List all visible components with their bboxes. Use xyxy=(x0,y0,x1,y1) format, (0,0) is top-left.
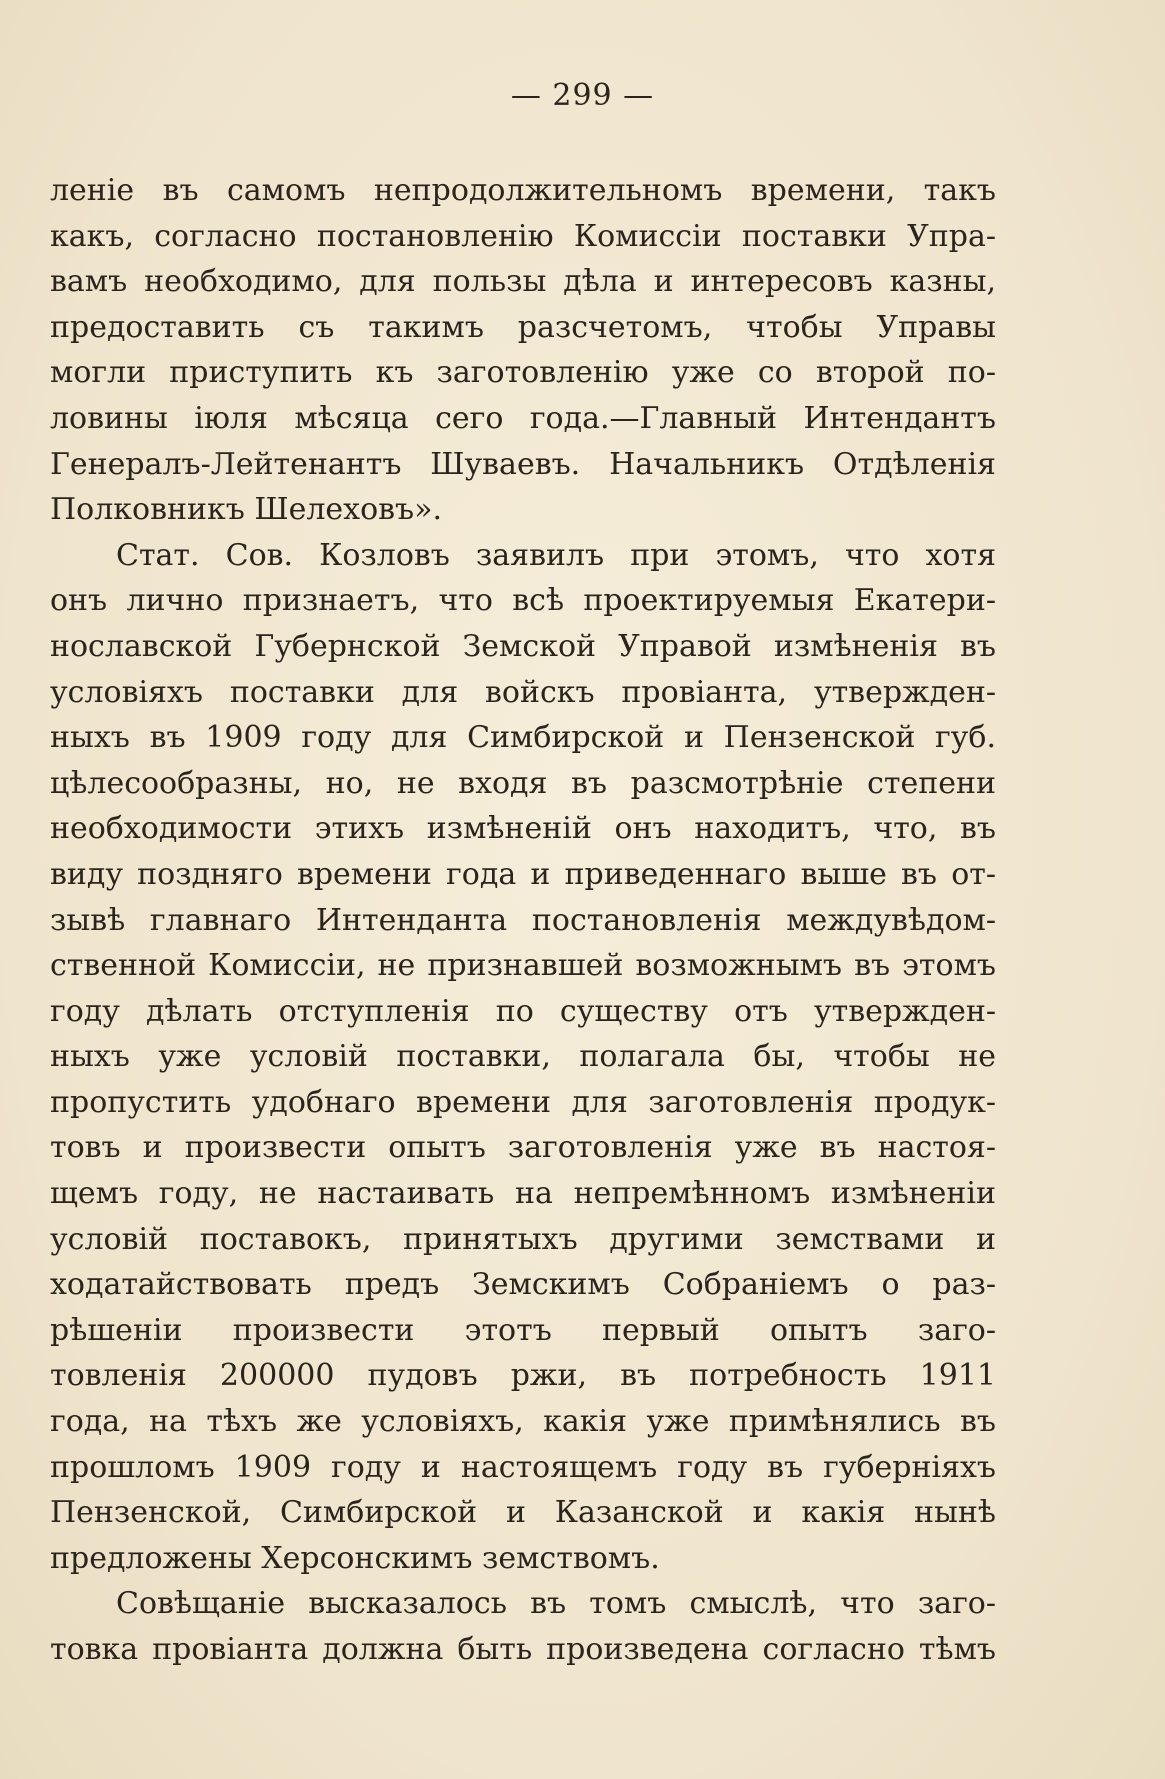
text-line: ловины іюля мѣсяца сего года.—Главный Интендантъ xyxy=(50,400,996,436)
text-line: могли приступить къ заготовленію уже со второй по- xyxy=(50,355,996,391)
text-line: Генералъ-Лейтенантъ Шуваевъ. Начальникъ Отдѣленія xyxy=(50,446,996,482)
text-line: Пензенской, Симбирской и Казанской и какія нынѣ xyxy=(50,1495,996,1531)
text-line: ныхъ уже условій поставки, полагала бы, чтобы не xyxy=(50,1039,996,1075)
text-line: зывѣ главнаго Интенданта постановленія междувѣдом- xyxy=(50,902,996,938)
text-line: предоставить съ такимъ разсчетомъ, чтобы Управы xyxy=(50,309,996,345)
text-line: какъ, согласно постановленію Комиссіи поставки Упра- xyxy=(50,218,996,254)
text-line: товка провіанта должна быть произведена согласно тѣмъ xyxy=(50,1632,996,1667)
text-line: нославской Губернской Земской Управой измѣненія въ xyxy=(50,628,996,664)
text-line: необходимости этихъ измѣненій онъ находитъ, что, въ xyxy=(50,811,996,847)
text-line: ходатайствовать предъ Земскимъ Собраніемъ о раз- xyxy=(50,1267,996,1303)
text-line: прошломъ 1909 году и настоящемъ году въ губерніяхъ xyxy=(50,1449,996,1485)
text-line: товленія 200000 пудовъ ржи, въ потребность 1911 xyxy=(50,1358,996,1394)
text-line: виду поздняго времени года и приведеннаго выше въ от- xyxy=(50,856,996,892)
text-line: Совѣщаніе высказалось въ томъ смыслѣ, что заго- xyxy=(116,1586,996,1622)
text-line: года, на тѣхъ же условіяхъ, какія уже примѣнялись въ xyxy=(50,1404,996,1440)
text-line: товъ и произвести опытъ заготовленія уже въ настоя- xyxy=(50,1130,996,1166)
text-line: ственной Комиссіи, не признавшей возможнымъ въ этомъ xyxy=(50,948,996,984)
text-line: пропустить удобнаго времени для заготовленія продук- xyxy=(50,1084,996,1120)
paragraph-2 xyxy=(50,533,996,1582)
text-line: году дѣлать отступленія по существу отъ утвержден- xyxy=(50,993,996,1029)
text-line: вамъ необходимо, для пользы дѣла и интересовъ казны, xyxy=(50,264,996,300)
paragraph-3 xyxy=(50,1581,996,1672)
text-line: предложены Херсонскимъ земствомъ. xyxy=(50,1540,660,1576)
page-number: — 299 — xyxy=(510,78,655,113)
text-line: ныхъ въ 1909 году для Симбирской и Пензенской губ. xyxy=(50,720,996,756)
text-line: цѣлесообразны, но, не входя въ разсмотрѣніе степени xyxy=(50,765,996,801)
text-line: условій поставокъ, принятыхъ другими земствами и xyxy=(50,1221,996,1257)
body-text xyxy=(50,168,996,1673)
text-line: щемъ году, не настаивать на непремѣнномъ измѣненіи xyxy=(50,1176,996,1212)
text-line: онъ лично признаетъ, что всѣ проектируемыя Екатери- xyxy=(50,583,996,619)
text-line: рѣшеніи произвести этотъ первый опытъ заго- xyxy=(50,1312,996,1348)
text-line: Полковникъ Шелеховъ». xyxy=(50,492,442,528)
text-line: Стат. Сов. Козловъ заявилъ при этомъ, что хотя xyxy=(116,537,996,573)
paragraph-1 xyxy=(50,168,996,533)
text-line: условіяхъ поставки для войскъ провіанта, утвержден- xyxy=(50,674,996,710)
text-line: леніе въ самомъ непродолжительномъ времени, такъ xyxy=(50,173,996,208)
